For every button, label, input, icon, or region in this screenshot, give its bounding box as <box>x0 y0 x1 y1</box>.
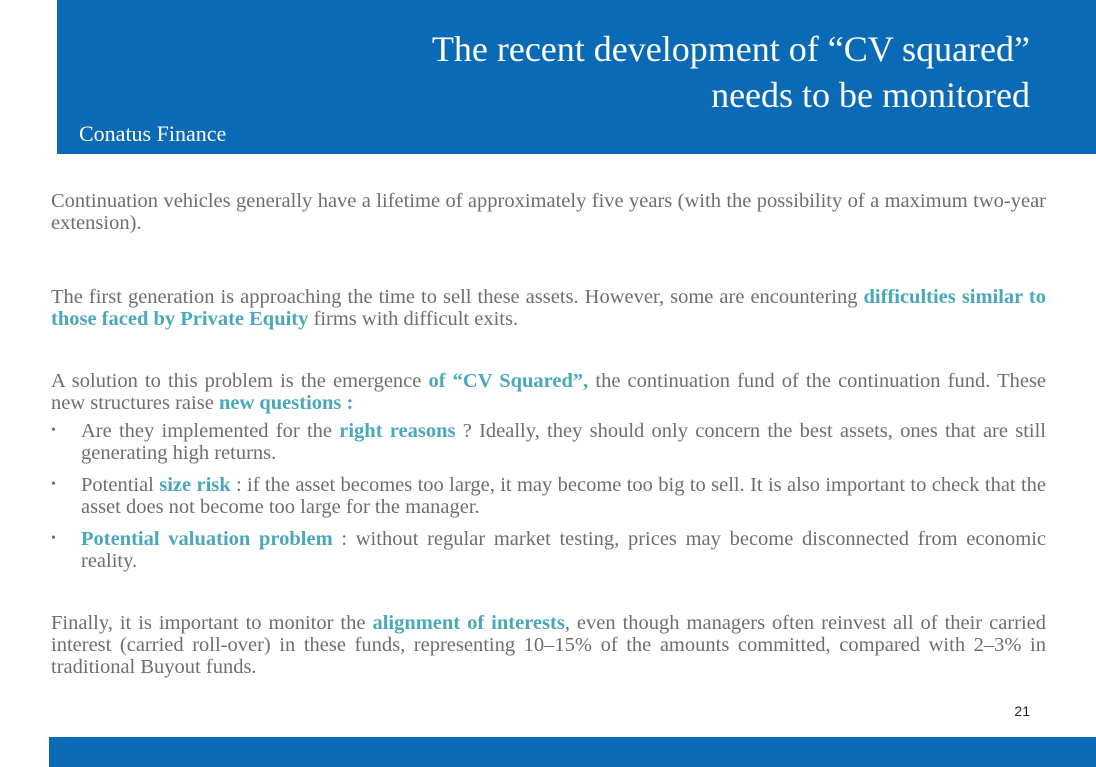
paragraph-cv-squared <box>51 370 1046 414</box>
text-segment: : without regular market testing, prices may become disconnected from economic reality. <box>81 528 1046 572</box>
footer-bar <box>49 737 1096 767</box>
text-segment: firms with difficult exits. <box>308 308 519 330</box>
bullet-icon: • <box>51 477 56 492</box>
header-banner <box>57 0 1096 154</box>
text-segment: the continuation fund of the continuation fund. These new structures raise <box>51 370 1047 414</box>
text-segment: Are they implemented for the <box>81 420 340 442</box>
text-segment: ? Ideally, they should only concern the best assets, ones that are still generating high returns. <box>81 420 1046 464</box>
highlight-cv-squared: of “CV Squared”, <box>428 370 589 392</box>
list-item <box>51 420 1046 464</box>
page-number: 21 <box>1014 703 1030 719</box>
highlight-valuation-problem: Potential valuation problem <box>81 528 333 550</box>
list-item <box>51 474 1046 518</box>
slide-title: The recent development of “CV squared” needs to be monitored <box>431 29 1030 115</box>
text-segment: Finally, it is important to monitor the <box>51 612 373 634</box>
text-segment: A solution to this problem is the emergence <box>51 370 429 392</box>
highlight-difficulties: difficulties similar to those faced by Private Equity <box>51 286 1047 330</box>
list-item <box>51 528 1046 572</box>
highlight-new-questions: new questions : <box>218 392 354 414</box>
highlight-alignment: alignment of interests <box>372 612 565 634</box>
bullet-icon: • <box>51 531 56 546</box>
bullet-icon: • <box>51 423 56 438</box>
highlight-size-risk: size risk <box>159 474 231 496</box>
paragraph-lifetime: Continuation vehicles generally have a lifetime of approximately five years (with the possibility of a maximum two-year extension). <box>51 190 1046 234</box>
text-segment: Potential <box>81 474 160 496</box>
paragraph-first-generation <box>51 286 1046 330</box>
paragraph-alignment <box>51 612 1046 678</box>
highlight-right-reasons: right reasons <box>339 420 456 442</box>
text-segment: : if the asset becomes too large, it may become too big to sell. It is also important to check that the asset does not become too large for the manager. <box>81 474 1047 518</box>
brand-name: Conatus Finance <box>79 121 227 146</box>
questions-list <box>51 420 1046 572</box>
text-segment: The first generation is approaching the time to sell these assets. However, some are encountering <box>51 286 864 308</box>
text-segment: , even though managers often reinvest all of their carried interest (carried roll-over) in these funds, representing 10–15% of the amounts committed, compared with 2–3% in traditional Buyout funds. <box>51 612 1047 678</box>
slide-body <box>51 190 1046 678</box>
